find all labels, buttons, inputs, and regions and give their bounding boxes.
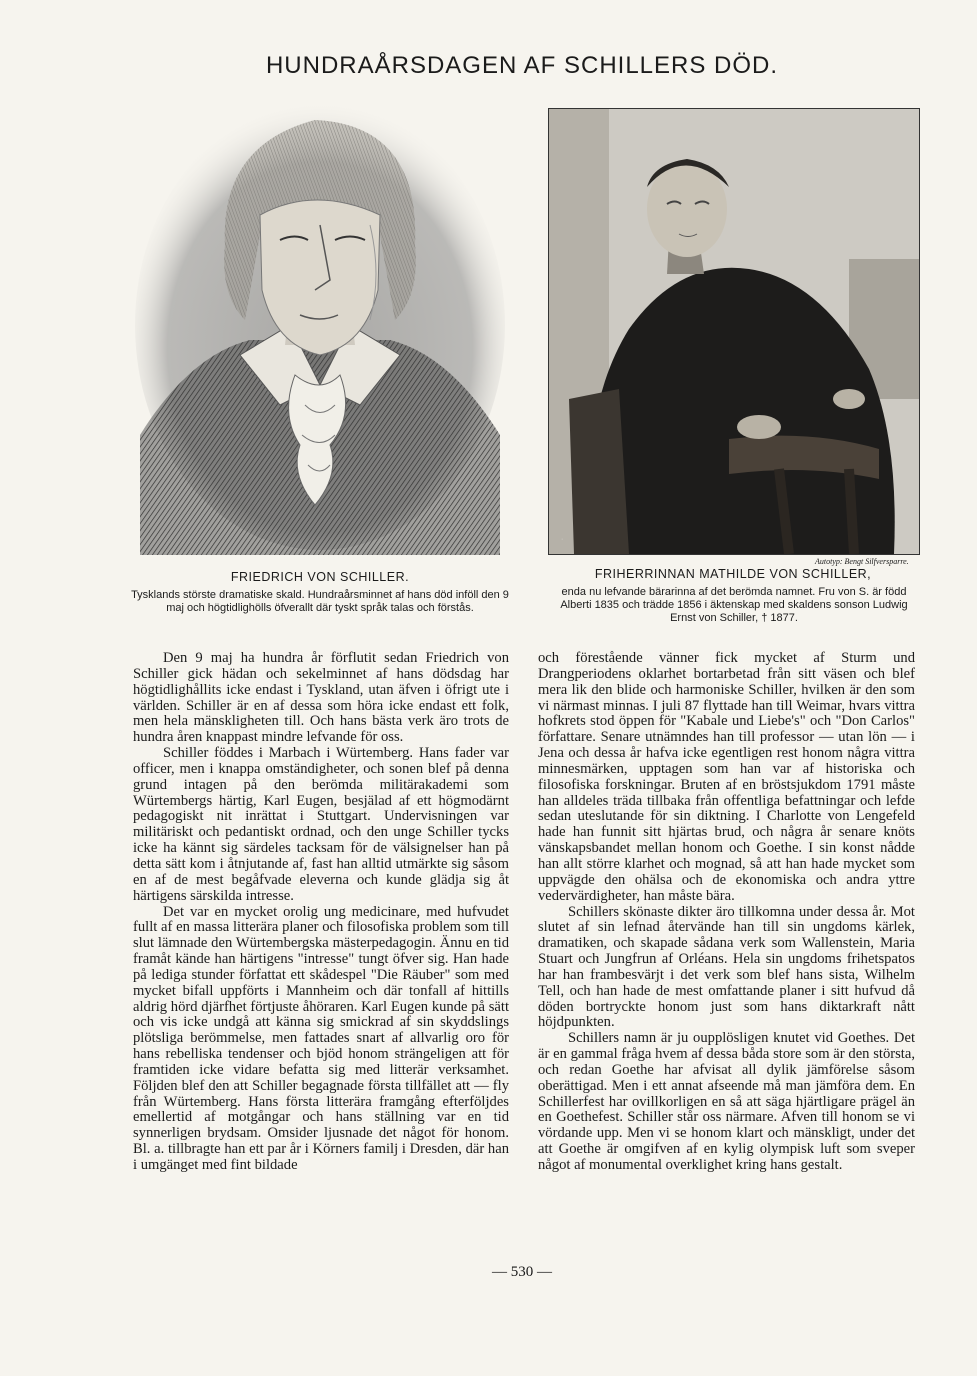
left-caption-text: Tysklands störste dramatiske skald. Hundraårsminnet af hans död inföll den 9 maj och högtidlighölls öfverallt där tyskt språk talas och förstås. xyxy=(131,589,509,614)
photo-credit: Autotyp: Bengt Silfversparre. xyxy=(815,557,909,566)
svg-text:·: · xyxy=(561,536,564,543)
right-caption-title: FRIHERRINNAN MATHILDE VON SCHILLER, xyxy=(594,567,872,581)
paragraph: Det var en mycket orolig ung medicinare, med hufvudet fullt af en massa litterära planer och filosofiska problem som till slut lämnade den Würtembergska mästerpedagogin. Ännu en tid framåt kände han härtigens "intresse" tungt öfver sig. Han hade på lediga stunder författat ett skådespel "Die Räuber" som med mycket bifall uppförts i Mannheim och där tonfall af hittills aldrig hörd djärfhet förtjuste åhöraren. Karl Eugen kunde på sätt och vis icke undgå att känna sig smickrad af sin skyddslings plötsliga berömmelse, men fattades snart af allvarlig oro för hans rebelliska tendenser och bjöd honom strängeligen att för framtiden icke vidare befatta sig med litterär verksamhet. Följden blef den att Schiller begagnade första tillfället att — fly från Würtemberg. Hans första litterära framgång efterföljdes emellertid af motgångar och hans ställning var en tid synnerligen brydsam. Omsider ljusnade det något för honom. Bl. a. tillbragte han ett par år i Körners familj i Dresden, där han i umgänget med fint bildade xyxy=(133,903,509,1173)
left-caption-title: FRIEDRICH VON SCHILLER. xyxy=(230,570,410,584)
article-right-column xyxy=(538,651,915,1174)
page-title: HUNDRAÅRSDAGEN AF SCHILLERS DÖD. xyxy=(265,52,779,79)
paragraph: och förestående vänner fick mycket af Sturm und Drangperiodens oklarhet bortarbetad från sitt väsen och blef mera lik den blide och harmoniske Schiller, hvilken är den som vi närmast minnas. I juli 87 flyttade han till Weimar, hvars vittra hofkrets stod öppen för "Kabale und Liebe's" och "Don Carlos" författare. Senare utnämndes han till professor — utan lön — i Jena och dessa år hafva icke egentligen rest honom några vittra minnesmärken, upptagen som han var af historiska och filosofiska forskningar. Bruten af en bröstsjukdom 1791 måste han alldeles träda tillbaka från offentliga befattningar och lefde sedan uteslutande för sin diktning. I Charlotte von Lengefeld hade han funnit sitt hjärtas brud, och några år senare knöts vänskapsbandet mellan honom och Goethe. I sin konst nådde han allt större klarhet och mognad, så att han hade mycket som uppvägde den ohälsa och de ekonomiska och andra yttre vedervärdigheter, han måste bära. xyxy=(538,650,915,904)
article-left-column xyxy=(133,651,509,1174)
right-caption-text: enda nu lefvande bärarinna af det berömda namnet. Fru von S. är född Alberti 1835 och trädde 1856 i äktenskap med skaldens sonson Ludwig Ernst von Schiller, † 1877. xyxy=(560,586,908,624)
mathilde-von-schiller-photo xyxy=(548,108,920,555)
paragraph: Den 9 maj ha hundra år förflutit sedan Friedrich von Schiller gick hädan och sekelminnet af hans dödsdag har högtidlighållits icke endast i Tyskland, utan äfven i öfrigt ute i världen. Schiller är en af dessa som höra icke endast ett folk, men hela mänskligheten till. Och hans bästa verk äro trots de hundra åren knappast mindre lefvande för oss. xyxy=(133,650,509,746)
paragraph: Schillers namn är ju oupplösligen knutet vid Goethes. Det är en gammal fråga hvem af dessa båda store som är den största, och redan Goethe har afvisat all dylik jämförelse såsom oberättigad. Men i ett annat afseende må man jämföra dem. En Schillerfest har ovillkorligen en så att säga hjärtligare prägel än en Goethefest. Schiller står oss närmare. Afven till honom se vi vördande upp. Men vi se honom klart och mänskligt, under det att Goethe är omgifven af en kylig olympisk luft som sveper något af monumental overklighet kring hans gestalt. xyxy=(538,1030,915,1173)
schiller-portrait-engraving xyxy=(130,105,510,555)
page-number: — 530 — xyxy=(492,1264,552,1280)
paragraph: Schillers skönaste dikter äro tillkomna under dessa år. Mot slutet af sin lefnad återvände han till sin ungdoms kärlek, dramatiken, och skapade sådana verk som Wallenstein, Maria Stuart och Jungfrun af Orléans. Hela sin ungdoms frihetspatos har han frambesvärjt i det verk som blef hans sista, Wilhelm Tell, och han hade de mest omfattande planer i sitt hufvud då döden bortryckte honom just som hans diktarkraft nått höjdpunkten. xyxy=(538,903,915,1031)
paragraph: Schiller föddes i Marbach i Würtemberg. Hans fader var officer, men i knappa omständigheter, och sonen blef på denna grund intagen på den berömda militärakademi som Würtembergs härtig, Karl Eugen, besjälad af ett högmodärnt pedagogiskt nit inrättat i Stuttgart. Undervisningen var militäriskt och pedantiskt ordnad, och den unge Schiller tycks icke ha kännt sig särdeles tacksam för de välsignelser han på detta sätt kom i åtnjutande af, fast han alltid utmärkte sig såsom en af de mest begåfvade eleverna och kunde glädja sig åt härtigens särskilda intresse. xyxy=(133,745,509,904)
